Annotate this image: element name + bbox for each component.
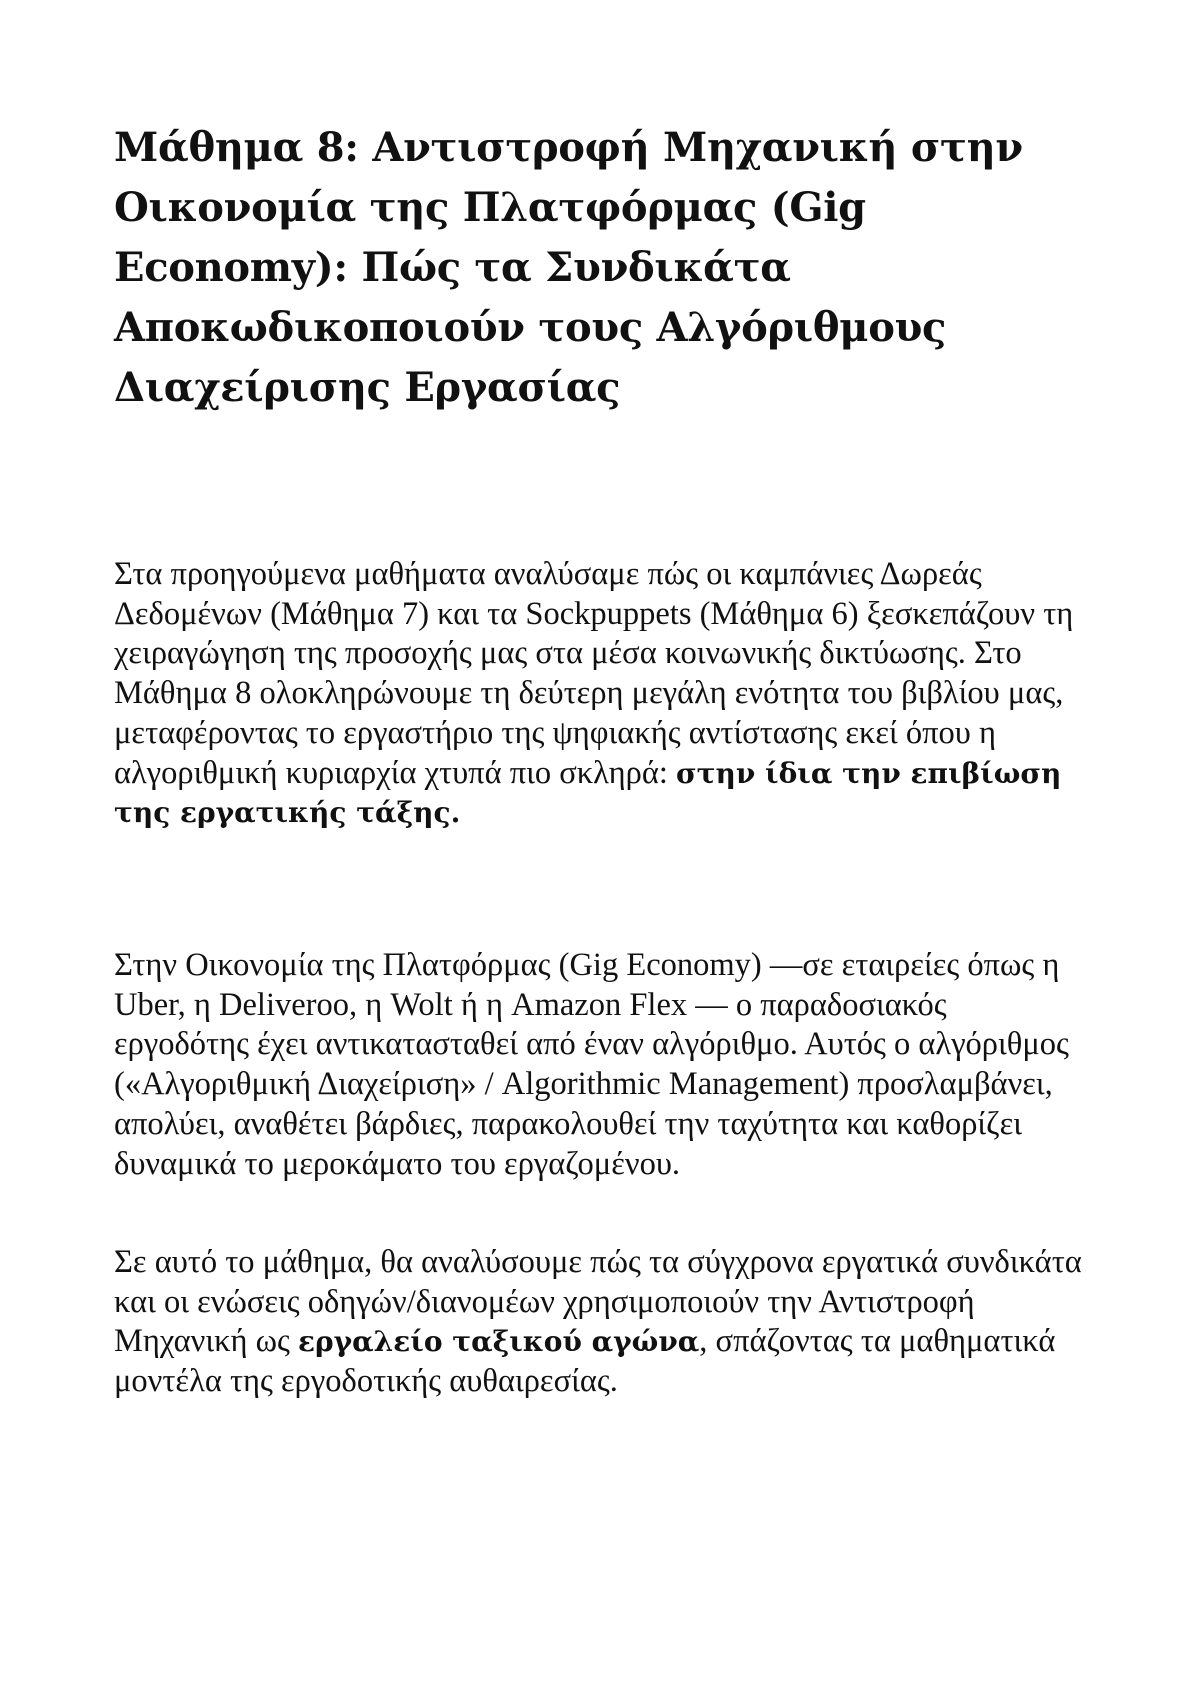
lesson-title: Μάθημα 8: Αντιστροφή Μηχανική στην Οικονομία της Πλατφόρμας (Gig Economy): Πώς τα Συνδικάτα Αποκωδικοποιούν τους Αλγόριθμους Διαχείρισης Εργασίας: [114, 124, 1023, 411]
gig-economy-paragraph: Στην Οικονομία της Πλατφόρμας (Gig Economy) —σε εταιρείες όπως η Uber, η Deliveroo, η Wolt ή η Amazon Flex — ο παραδοσιακός εργοδότης έχει αντικατασταθεί από έναν αλγόριθμο. Αυτός ο αλγόριθμος («Αλγοριθμική Διαχείριση» / Algorithmic Management) προσλαμβάνει, απολύει, αναθέτει βάρδιες, παρακολουθεί την ταχύτητα και καθορίζει δυναμικά το μεροκάματο του εργαζομένου.: [114, 947, 1069, 1182]
intro-paragraph: [114, 555, 1089, 833]
lesson-aim-text-before: Σε αυτό το μάθημα, θα αναλύσουμε πώς τα σύγχρονα εργατικά συνδικάτα και οι ενώσεις οδηγών/διανομέων χρησιμοποιούν την Αντιστροφή Μηχανική ως: [114, 1244, 1082, 1360]
lesson-aim-paragraph: [114, 1243, 1089, 1402]
intro-paragraph-text: Στα προηγούμενα μαθήματα αναλύσαμε πώς οι καμπάνιες Δωρεάς Δεδομένων (Μάθημα 7) και τα Sockpuppets (Μάθημα 6) ξεσκεπάζουν τη χειραγώγηση της προσοχής μας στα μέσα κοινωνικής δικτύωσης. Στο Μάθημα 8 ολοκληρώνουμε τη δεύτερη μεγάλη ενότητα του βιβλίου μας, μεταφέροντας το εργαστήριο της ψηφιακής αντίστασης εκεί όπου η αλγοριθμική κυριαρχία χτυπά πιο σκληρά:: [114, 556, 1074, 791]
intro-paragraph-emphasis: στην ίδια την επιβίωση της εργατικής τάξης.: [114, 756, 1062, 830]
lesson-aim-emphasis: εργαλείο ταξικού αγώνα: [297, 1325, 700, 1359]
lesson-aim-text-after: , σπάζοντας τα μαθηματικά μοντέλα της εργοδοτικής αυθαιρεσίας.: [114, 1323, 1056, 1400]
